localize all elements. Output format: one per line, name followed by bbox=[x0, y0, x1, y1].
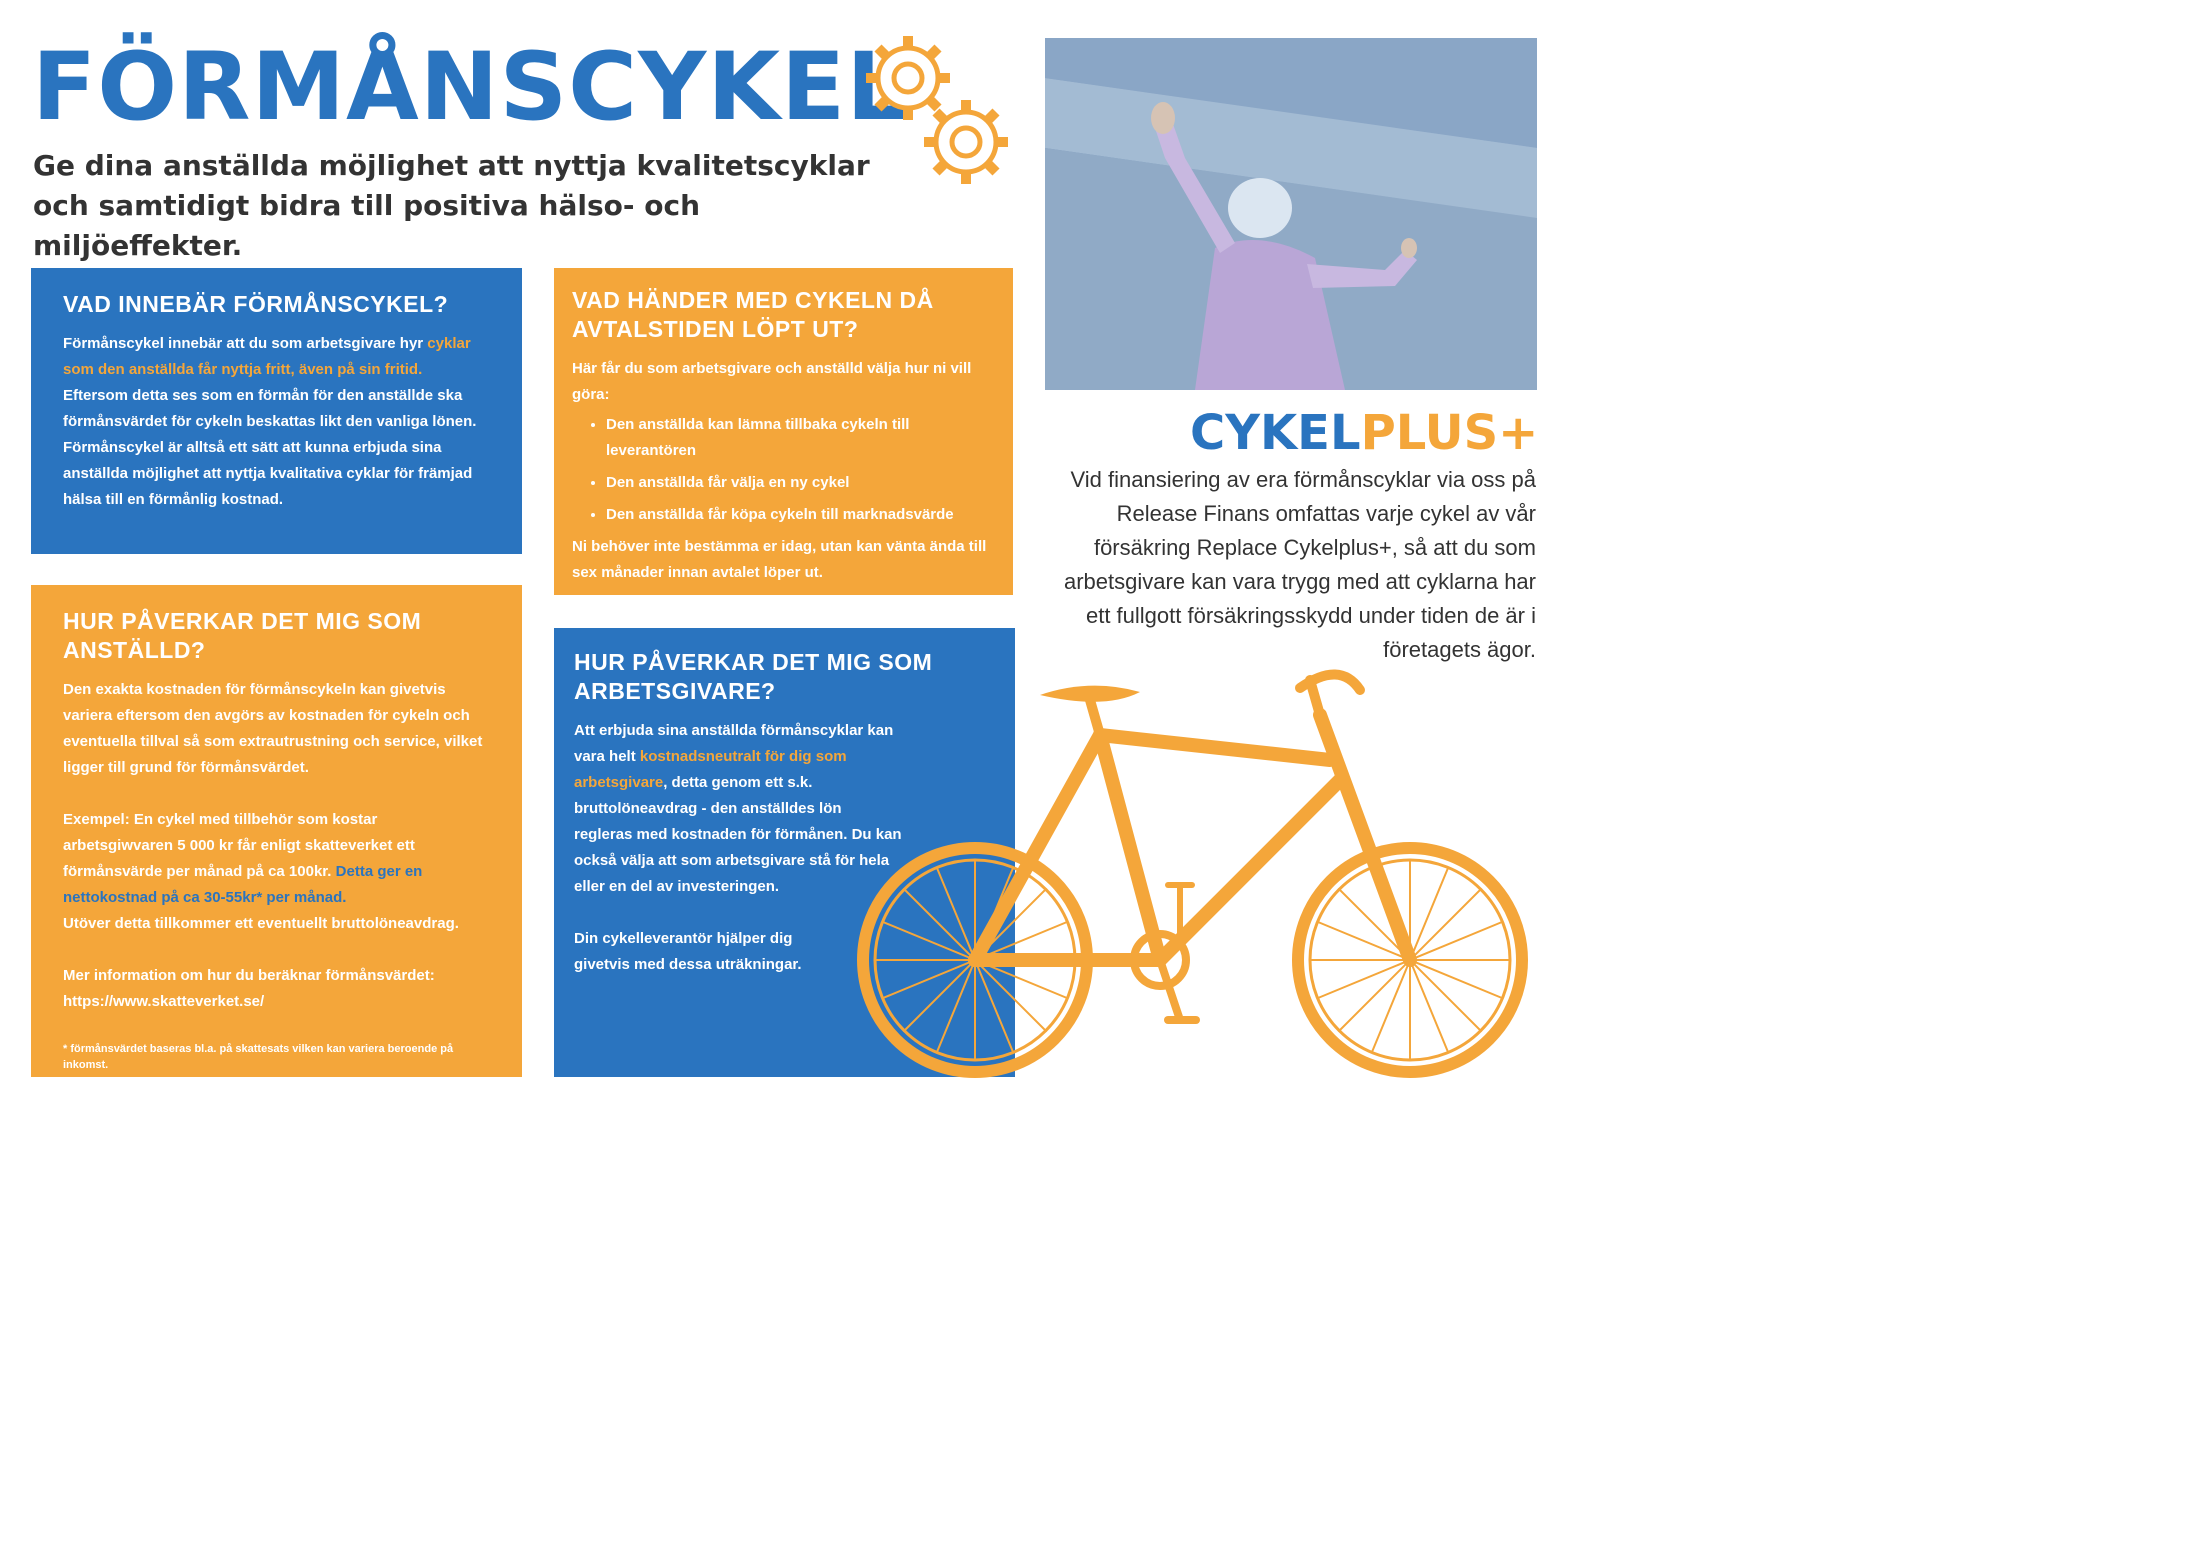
list-item: • Den anställda kan lämna tillbaka cykeln till leverantören bbox=[606, 412, 995, 464]
highlight-text: Detta ger en nettokostnad på ca 30-55kr* per månad. bbox=[63, 863, 423, 906]
subtitle: Ge dina anställda möjlighet att nyttja kvalitetscyklar och samtidigt bidra till positiva hälso- och miljöeffekter. bbox=[33, 149, 870, 262]
box-text: Din cykelleverantör hjälper dig givetvis med dessa uträkningar. bbox=[574, 930, 802, 973]
list-item: • Den anställda får välja en ny cykel bbox=[606, 470, 995, 496]
text-segment: Utöver detta tillkommer ett eventuellt bruttolöneavdrag. bbox=[63, 915, 459, 932]
info-box-contract-end bbox=[554, 268, 1013, 595]
brand-part1: CYKEL bbox=[1190, 405, 1361, 461]
footnote: * förmånsvärdet baseras bl.a. på skattesats vilken kan variera beroende på inkomst. bbox=[63, 1043, 454, 1071]
text-segment: Eftersom detta ses som en förmån för den anställde ska förmånsvärdet för cykeln beskattas likt den vanliga lönen. Förmånscykel är alltså ett sätt att kunna erbjuda sina anställda möjlighet att nyttja kvalitativa cyklar för främjad hälsa till en förmånlig kostnad. bbox=[63, 387, 477, 508]
hero-photo bbox=[1045, 38, 1537, 390]
text-segment: Exempel: En cykel med tillbehör som kostar arbetsgiwvaren 5 000 kr får enligt skatteverket ett förmånsvärde per månad på ca 100kr. bbox=[63, 811, 415, 880]
skatteverket-link[interactable]: https://www.skatteverket.se/ bbox=[63, 993, 265, 1010]
box-text bbox=[63, 807, 490, 937]
info-box-employee bbox=[31, 585, 522, 1077]
options-list bbox=[572, 412, 995, 528]
list-item: • Den anställda får köpa cykeln till marknadsvärde bbox=[606, 502, 995, 528]
cykelplus-logo bbox=[1190, 405, 1538, 461]
text-segment: Att erbjuda sina anställda förmånscyklar kan vara helt bbox=[574, 722, 894, 765]
box-outro: Ni behöver inte bestämma er idag, utan kan vänta ända till sex månader innan avtalet löper ut. bbox=[572, 538, 987, 581]
box-text bbox=[63, 331, 490, 513]
box-heading: HUR PÅVERKAR DET MIG SOM ANSTÄLLD? bbox=[63, 608, 422, 663]
info-box-what-is bbox=[31, 268, 522, 554]
box-intro: Här får du som arbetsgivare och anställd välja hur ni vill göra: bbox=[572, 360, 972, 403]
box-text bbox=[63, 963, 490, 1015]
box-text: Den exakta kostnaden för förmånscykeln kan givetvis variera eftersom den avgörs av kostnaden för cykeln och eventuella tillval så som extrautrustning och service, vilket ligger till grund för förmånsvärdet. bbox=[63, 681, 483, 776]
text-segment: , detta genom ett s.k. bruttolöneavdrag - den anställdes lön regleras med kostnaden för förmånen. Du kan också välja att som arbetsgivare stå för hela eller en del av investeringen. bbox=[574, 774, 902, 895]
text-segment: Mer information om hur du beräknar förmånsvärdet: bbox=[63, 967, 435, 984]
box-heading: HUR PÅVERKAR DET MIG SOM ARBETSGIVARE? bbox=[574, 649, 933, 704]
page-title: FÖRMÅNSCYKEL bbox=[32, 33, 908, 142]
insurance-info: Vid finansiering av era förmånscyklar via oss på Release Finans omfattas varje cykel av vår försäkring Replace Cykelplus+, så att du som arbetsgivare kan vara trygg med att cyklarna har ett fullgott försäkringsskydd under tiden de är i företagets ägor. bbox=[1063, 467, 1536, 662]
highlight-text: cyklar som den anställda får nyttja fritt, även på sin fritid. bbox=[63, 335, 471, 378]
box-heading: VAD HÄNDER MED CYKELN DÅ AVTALSTIDEN LÖPT UT? bbox=[572, 287, 934, 342]
brand-part2: PLUS+ bbox=[1360, 405, 1539, 461]
text-segment: Förmånscykel innebär att du som arbetsgivare hyr bbox=[63, 335, 424, 352]
box-heading: VAD INNEBÄR FÖRMÅNSCYKEL? bbox=[63, 291, 449, 317]
bicycle-icon bbox=[850, 660, 1550, 1100]
highlight-text: kostnadsneutralt för dig som arbetsgivare bbox=[574, 748, 847, 791]
